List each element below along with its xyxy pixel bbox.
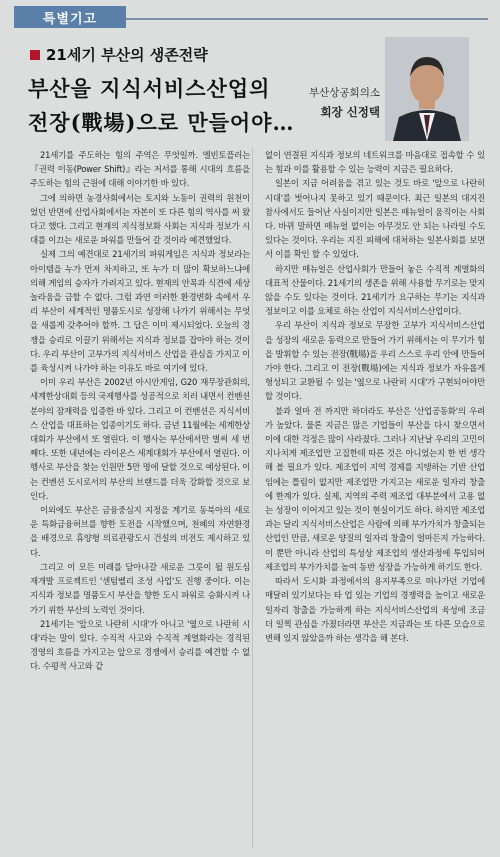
left-column bbox=[30, 148, 250, 848]
headline-line-1: 부산을 지식서비스산업의 bbox=[28, 76, 271, 101]
paragraph: 이미 우리 부산은 2002년 아시안게임, G20 재무장관회의, 세계한상대회 등의 국제행사를 성공적으로 치러 내면서 컨벤션 분야의 잠재력을 입증한 바 있다. 그리고 이 컨벤션은 지식서비스 산업을 대표하는 업종이기도 하다. 금년 11월에는 세계한상대회가 부산에서 또 열린다. 이 행사는 부산에서만 벌써 세 번째다. 또한 내년에는 라이온스 세계대회가 부산에서 열린다. 이 행사로 부산을 찾는 인원만 5만 명에 달할 것으로 예상된다. 이는 컨벤션 도시로서의 부산의 브랜드를 더욱 강화할 것으로 보인다. bbox=[30, 377, 250, 501]
byline bbox=[300, 84, 380, 122]
right-column bbox=[265, 148, 485, 848]
bullet-square-icon bbox=[30, 50, 40, 60]
paragraph: 따라서 도시화 과정에서의 용지부족으로 떠나가던 기업에 매달려 있기보다는 타 업 있는 기업의 경쟁력을 높이고 새로운 일자리 창출을 가능하게 하는 지식서비스산업의 육성에 조금 더 일찍 관심을 가졌더라면 부산은 지금과는 또 다른 모습으로 변해 있지 않았을까 하는 생각을 해 본다. bbox=[265, 576, 485, 643]
paragraph: 21세기는 '앞으로 나란히 시대'가 아니고 '옆으로 나란히 시대'라는 말이 있다. 수직적 사고와 수직적 계열화라는 경직된 경영의 흐름을 가지고는 앞으로 경쟁에서 승리를 예견할 수 없다. 수평적 사고와 같 bbox=[30, 618, 250, 672]
article-body bbox=[30, 148, 485, 848]
paragraph: 실제 그의 예견대로 21세기의 파워게임은 지식과 정보라는 아이템을 누가 먼저 차지하고, 또 누가 더 많이 확보하느냐에 의해 게임의 승자가 가려지고 있다. 현재의 안목과 식견에 세상 놀라움을 금할 수 없다. 그럼 과연 이러한 환경변화 속에서 우리 부산이 세계적인 명품도시로 성장해 나가기 위해서는 무엇을 새롭게 갖추어야 할까. 그 답은 이미 제시되었다. 오늘의 경쟁을 승리로 이끌기 위해서는 지식과 정보를 잡아야 하는 것이다. 우리 부산이 고부가의 지식서비스 산업을 관심을 가지고 이를 육성시켜 나가야 하는 이유도 바로 여기에 있다. bbox=[30, 249, 250, 374]
author-photo bbox=[385, 37, 469, 141]
portrait-icon bbox=[385, 37, 469, 141]
paragraph: 그에 의하면 농경사회에서는 토지와 노동이 권력의 원천이었던 반면에 산업사회에서는 자본이 또 다른 힘의 역사를 써 왔다고 했다. 그리고 현재의 지식정보화 사회는 지식과 정보가 시대를 이끄는 새로운 파워를 만들어 갈 것이라 예견했었다. bbox=[30, 192, 250, 246]
paragraph: 그리고 이 모든 미래를 담아나갈 새로운 그릇이 될 원도심 재개발 프로젝트인 '센텀벨리 조성 사업'도 진행 중이다. 이는 지식과 정보를 명품도시 부산을 향한 도시 파워로 승화시켜 나가기 위한 부산의 노력인 것이다. bbox=[30, 561, 250, 615]
kicker bbox=[30, 44, 208, 65]
header-rule bbox=[126, 18, 488, 20]
paragraph: 불과 얼마 전 까지만 하더라도 부산은 '산업공동화'의 우려가 높았다. 물론 지금은 많은 기업들이 부산을 다시 찾으면서 이에 대한 걱정은 많이 사라졌다. 그러나 지난날 우리의 고민이 지나치게 제조업만 고집한데 따른 것은 아니었는지 한 번 생각해 볼 필요가 있다. 제조업이 지역 경제를 지탱하는 기반 산업임에는 틀림이 없지만 제조업만 가지고는 새로운 일자리 창출에 한계가 있다. 실제, 지역의 주력 제조업 대부분에서 고용 없는 성장이 이어지고 있는 것이 현실이기도 하다. 하지만 제조업과는 달리 지식서비스산업은 사람에 의해 부가가치가 창출되는 산업인 만큼, 새로운 양질의 일자리 창출이 얼마든지 가능하다. 이 뿐만 아니라 산업의 특성상 제조업의 생산과정에 투입되어 제조업의 부가가치를 높여 동반 성장을 가능하게 하기도 한다. bbox=[265, 405, 485, 572]
paragraph: 21세기를 주도하는 힘의 주역은 무엇일까. 엘빈토플러는 『권력 이동(Power Shift)』라는 저서를 통해 시대의 흐름을 주도하는 힘의 근원에 대해 이야기한 바 있다. bbox=[30, 150, 250, 189]
paragraph: 이외에도 부산은 금융중심지 지정을 계기로 동북아의 새로운 특화금융허브를 향한 도전을 시작했으며, 천혜의 자연환경을 배경으로 휴양형 의료관광도시 건설의 비전도 제시하고 있다. bbox=[30, 505, 250, 558]
paragraph: 우리 부산이 지식과 정보로 무장한 고부가 지식서비스산업을 성장의 새로운 동력으로 만들어 가기 위해서는 이 무기가 힘을 발휘할 수 있는 전장(戰場)을 우리 스스로 우리 안에 만들어 가야 한다. 그리고 이 전장(戰場)에는 지식과 정보가 자유롭게 형성되고 교환될 수 있는 '옆으로 나란히 시대'가 구현되어야만 할 것이다. bbox=[265, 320, 485, 402]
byline-org: 부산상공회의소 bbox=[308, 87, 380, 99]
headline bbox=[28, 72, 303, 140]
headline-line-2: 전장(戰場)으로 만들어야… bbox=[28, 110, 295, 135]
paragraph: 일본이 지금 어려움을 겪고 있는 것도 바로 '앞으로 나란히 시대'를 벗어나지 못하고 있기 때문이다. 최근 일본의 대지진 참사에서도 들어난 사실이지만 일본은 매뉴얼이 움직이는 사회다. 바뀌 말하면 매뉴얼 없이는 아무것도 안 되는 나라일 수도 있다는 것이다. 우리는 지진 피해에 대처하는 일본사회를 보면서 이를 확인 할 수 있었다. bbox=[265, 178, 485, 260]
kicker-text: 21세기 부산의 생존전략 bbox=[46, 46, 208, 64]
paragraph: 하지만 매뉴얼은 산업사회가 만들어 놓은 수직적 계열화의 대표적 산물이다. 21세기의 생존을 위해 사용할 무기로는 맞지 않을 수도 있다는 것이다. 21세기가 요구하는 무기는 지식과 정보이고 이를 요체로 하는 산업이 지식서비스산업이다. bbox=[265, 263, 485, 317]
paragraph: 없이 연결된 지식과 정보의 네트워크를 마음대로 접속할 수 있는 힘과 이를 활용할 수 있는 능력이 지금은 필요하다. bbox=[265, 150, 485, 175]
byline-name: 회장 신정택 bbox=[320, 105, 380, 119]
section-tag: 특별기고 bbox=[14, 6, 126, 28]
